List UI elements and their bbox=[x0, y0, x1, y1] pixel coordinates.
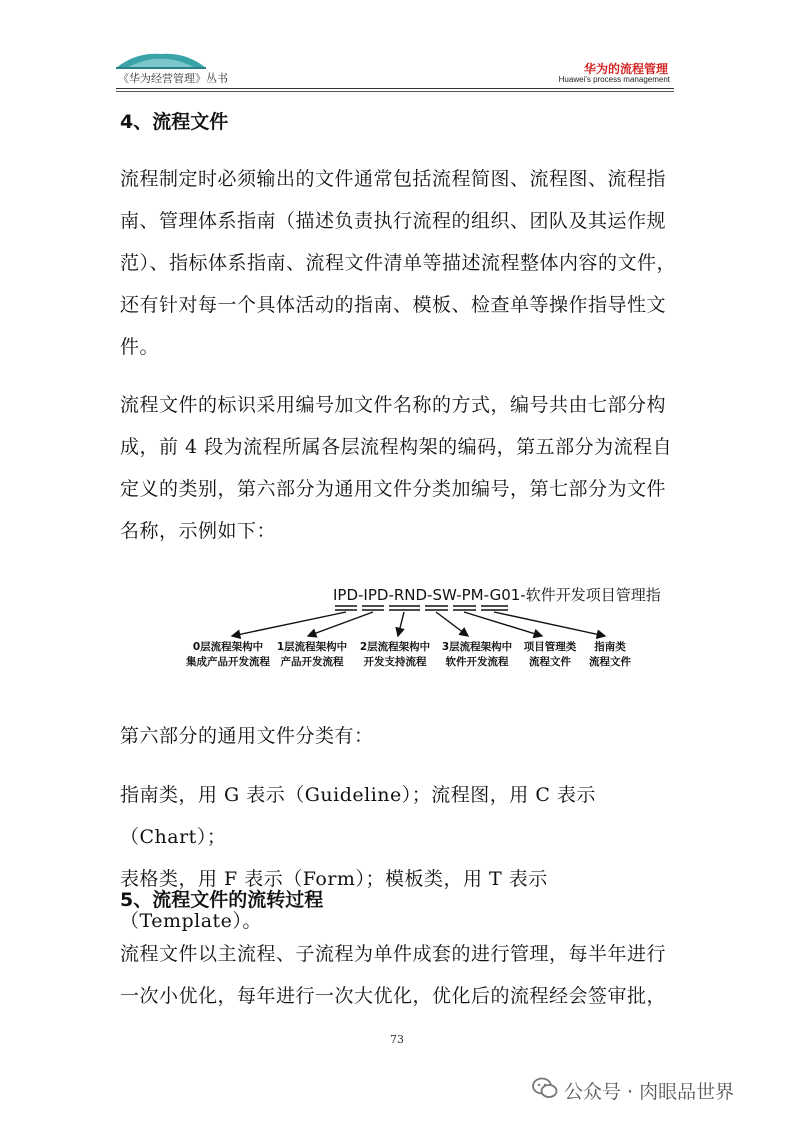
label-type-line2: 流程文件 bbox=[589, 656, 631, 668]
label-level3-line2: 软件开发流程 bbox=[445, 656, 509, 668]
section4-paragraph2 bbox=[120, 384, 676, 552]
text-line: 一次小优化，每年进行一次大优化，优化后的流程经会签审批， bbox=[120, 985, 667, 1007]
label-type-line1: 指南类 bbox=[594, 641, 626, 653]
text-line: 流程文件的标识采用编号加文件名称的方式，编号共由七部分构 bbox=[120, 394, 667, 416]
classification-intro: 第六部分的通用文件分类有： bbox=[120, 725, 374, 747]
header-rule bbox=[116, 88, 674, 89]
label-level0-line1: 0层流程架构中 bbox=[192, 641, 264, 653]
watermark-text: 公众号 · 肉眼品世界 bbox=[564, 1081, 735, 1103]
section4-heading: 4、流程文件 bbox=[120, 111, 229, 133]
text-line: 表格类，用 F 表示（Form）；模板类，用 T 表示（Template）。 bbox=[120, 868, 548, 932]
label-category-line2: 流程文件 bbox=[529, 656, 571, 668]
brand-title: 华为的流程管理 bbox=[583, 62, 668, 76]
label-level3-line1: 3层流程架构中 bbox=[441, 641, 513, 653]
text-line: 件。 bbox=[120, 336, 160, 358]
text-line: 范）、指标体系指南、流程文件清单等描述流程整体内容的文件， bbox=[120, 252, 677, 274]
label-level2-line2: 开发支持流程 bbox=[363, 656, 427, 668]
text-line: 流程制定时必须输出的文件通常包括流程简图、流程图、流程指 bbox=[120, 168, 667, 190]
text-line: 南、管理体系指南（描述负责执行流程的组织、团队及其运作规 bbox=[120, 210, 667, 232]
label-level0-line2: 集成产品开发流程 bbox=[186, 656, 270, 668]
text-line: 流程文件以主流程、子流程为单件成套的进行管理，每半年进行 bbox=[120, 943, 667, 965]
section4-paragraph1 bbox=[120, 158, 676, 368]
document-code-diagram bbox=[180, 580, 660, 679]
header-rule-thin bbox=[116, 91, 674, 92]
classification-list bbox=[120, 774, 676, 942]
section5-heading: 5、流程文件的流转过程 bbox=[120, 889, 324, 911]
label-level1-line1: 1层流程架构中 bbox=[276, 641, 348, 653]
series-title: 《华为经营管理》丛书 bbox=[118, 72, 228, 85]
segment-labels bbox=[186, 640, 631, 668]
segment-arrows bbox=[232, 612, 605, 636]
text-line: 名称，示例如下： bbox=[120, 520, 277, 542]
wechat-watermark bbox=[532, 1077, 734, 1104]
label-level1-line2: 产品开发流程 bbox=[280, 656, 344, 668]
text-line: 成，前 4 段为流程所属各层流程构架的编码，第五部分为流程自 bbox=[120, 436, 673, 458]
segment-underlines bbox=[335, 606, 508, 610]
brand-subtitle: Huawei's process management bbox=[558, 75, 670, 84]
page-number: 73 bbox=[390, 1033, 404, 1046]
label-level2-line1: 2层流程架构中 bbox=[359, 641, 431, 653]
wechat-icon bbox=[532, 1077, 558, 1104]
text-line: 定义的类别，第六部分为通用文件分类加编号，第七部分为文件 bbox=[120, 478, 667, 500]
text-line: 指南类，用 G 表示（Guideline）；流程图，用 C 表示（Chart）； bbox=[120, 784, 596, 848]
label-category-line1: 项目管理类 bbox=[523, 641, 577, 653]
text-line: 还有针对每一个具体活动的指南、模板、检查单等操作指导性文 bbox=[120, 294, 667, 316]
section5-paragraph bbox=[120, 933, 676, 1017]
document-code: IPD-IPD-RND-SW-PM-G01-软件开发项目管理指南 bbox=[333, 586, 660, 604]
